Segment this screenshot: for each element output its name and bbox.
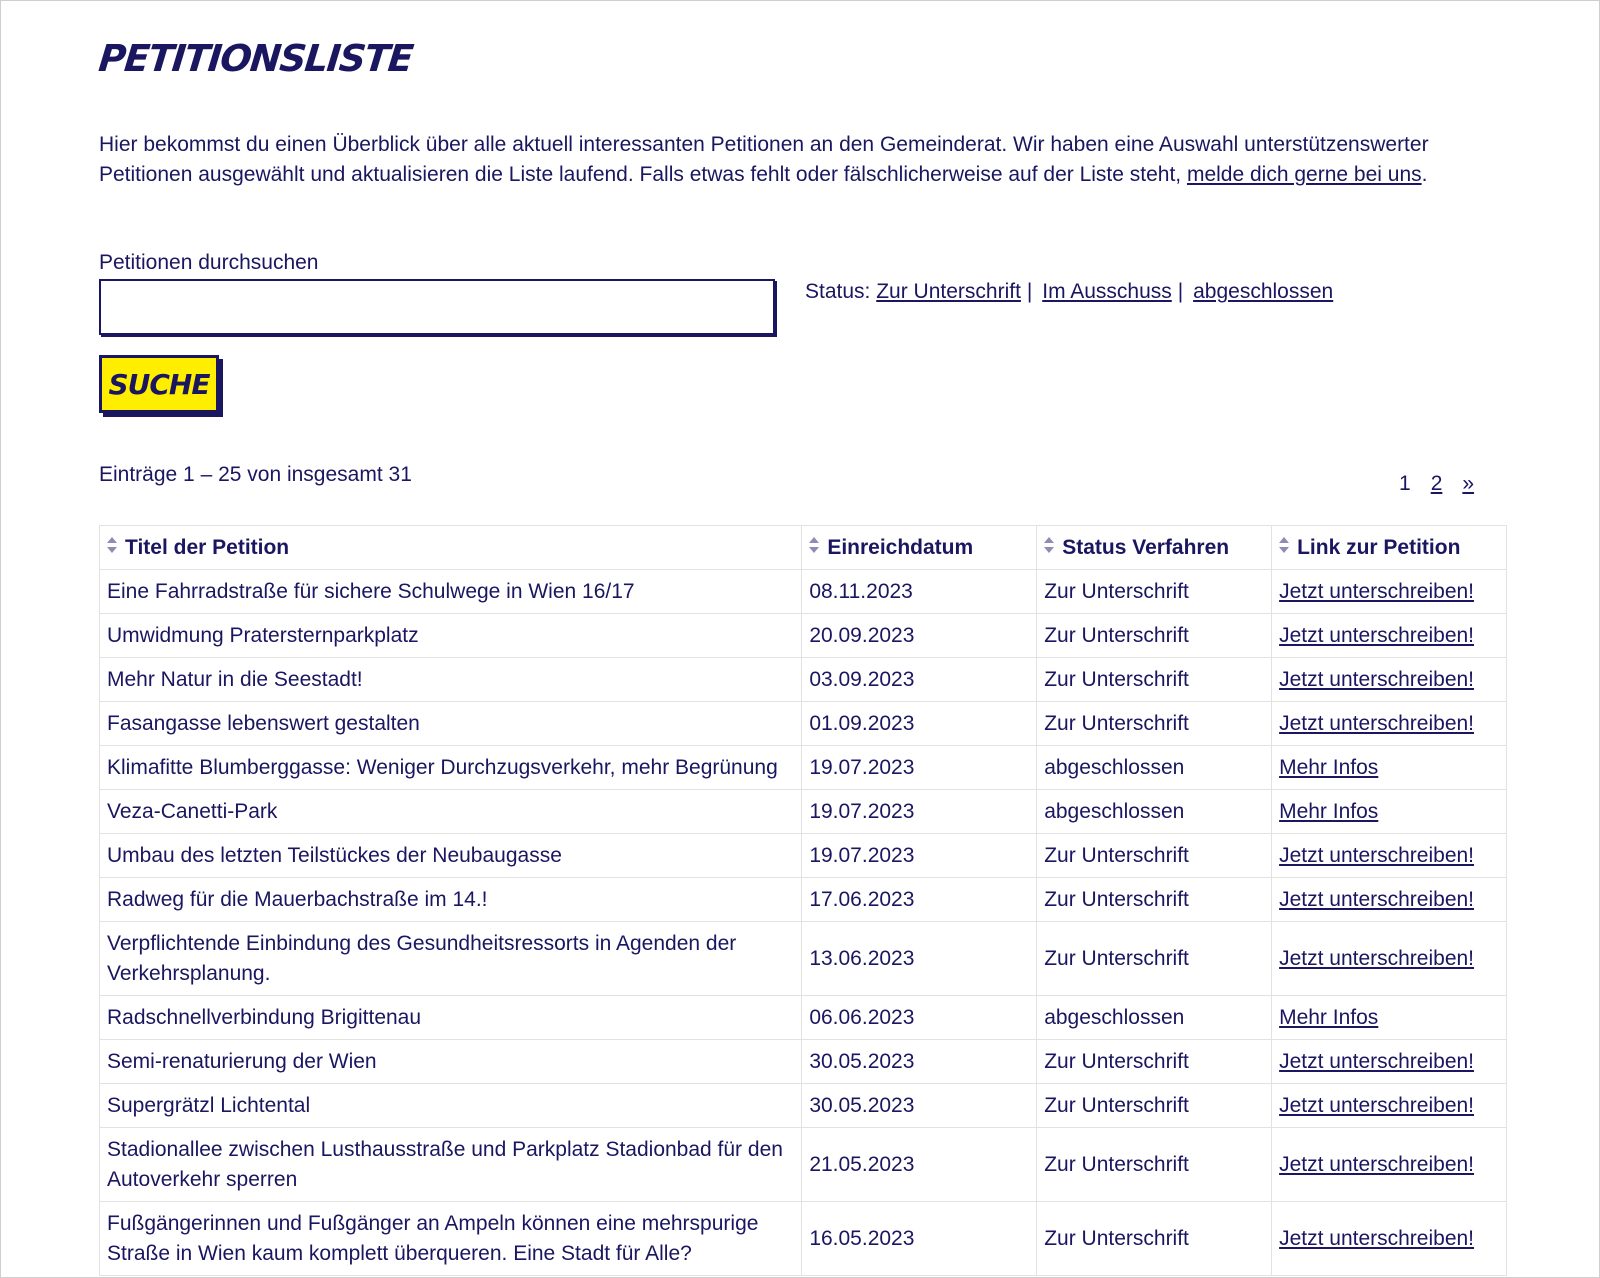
cell-link-cell	[1272, 878, 1507, 922]
petition-link[interactable]: Jetzt unterschreiben!	[1279, 1093, 1475, 1117]
cell-link-cell	[1272, 570, 1507, 614]
cell-link-cell	[1272, 1084, 1507, 1128]
table-row	[100, 1202, 1507, 1276]
cell-date: 19.07.2023	[802, 790, 1037, 834]
table-row	[100, 702, 1507, 746]
cell-status: Zur Unterschrift	[1037, 1084, 1272, 1128]
pagination-next[interactable]: »	[1462, 472, 1475, 495]
cell-link-cell	[1272, 1202, 1507, 1276]
column-header-label: Status Verfahren	[1062, 535, 1230, 559]
petition-link[interactable]: Jetzt unterschreiben!	[1279, 1226, 1475, 1250]
table-row	[100, 1040, 1507, 1084]
search-button[interactable]: SUCHE	[99, 355, 219, 413]
intro-end: .	[1421, 163, 1428, 186]
cell-date: 03.09.2023	[802, 658, 1037, 702]
cell-status: Zur Unterschrift	[1037, 1202, 1272, 1276]
cell-title: Klimafitte Blumberggasse: Weniger Durchzugsverkehr, mehr Begrünung	[100, 746, 802, 790]
cell-link-cell	[1272, 834, 1507, 878]
petition-link[interactable]: Jetzt unterschreiben!	[1279, 887, 1475, 911]
table-header-row	[100, 526, 1507, 570]
cell-date: 19.07.2023	[802, 834, 1037, 878]
cell-title: Umbau des letzten Teilstückes der Neubaugasse	[100, 834, 802, 878]
cell-status: Zur Unterschrift	[1037, 1128, 1272, 1202]
petitions-table	[99, 525, 1507, 1276]
column-header-link[interactable]	[1272, 526, 1507, 570]
cell-status: Zur Unterschrift	[1037, 570, 1272, 614]
status-filter	[805, 280, 1333, 304]
page-title: PETITIONSLISTE	[96, 37, 415, 80]
cell-status: Zur Unterschrift	[1037, 834, 1272, 878]
cell-link-cell	[1272, 1040, 1507, 1084]
cell-title: Veza-Canetti-Park	[100, 790, 802, 834]
petition-link[interactable]: Jetzt unterschreiben!	[1279, 667, 1475, 691]
cell-title: Supergrätzl Lichtental	[100, 1084, 802, 1128]
table-row	[100, 1128, 1507, 1202]
contact-link[interactable]: melde dich gerne bei uns	[1186, 163, 1422, 186]
search-label: Petitionen durchsuchen	[99, 251, 319, 274]
intro-text: Hier bekommst du einen Überblick über alle aktuell interessanten Petitionen an den Gemeinderat. Wir haben eine Auswahl unterstützenswerter Petitionen ausgewählt und aktualisieren die Liste laufend. Falls etwas fehlt oder fälschlicherweise auf der Liste steht,	[99, 133, 1429, 186]
petition-link[interactable]: Mehr Infos	[1279, 1005, 1379, 1029]
cell-date: 30.05.2023	[802, 1084, 1037, 1128]
table-row	[100, 790, 1507, 834]
cell-date: 08.11.2023	[802, 570, 1037, 614]
status-filter-abgeschlossen[interactable]: abgeschlossen	[1193, 280, 1334, 303]
cell-link-cell	[1272, 658, 1507, 702]
cell-status: Zur Unterschrift	[1037, 922, 1272, 996]
cell-date: 20.09.2023	[802, 614, 1037, 658]
cell-title: Umwidmung Pratersternparkplatz	[100, 614, 802, 658]
cell-status: Zur Unterschrift	[1037, 614, 1272, 658]
cell-date: 06.06.2023	[802, 996, 1037, 1040]
cell-date: 21.05.2023	[802, 1128, 1037, 1202]
petition-link[interactable]: Jetzt unterschreiben!	[1279, 711, 1475, 735]
petition-link[interactable]: Mehr Infos	[1279, 755, 1379, 779]
table-row	[100, 570, 1507, 614]
sort-arrows-icon[interactable]	[809, 537, 819, 553]
cell-title: Stadionallee zwischen Lusthausstraße und Parkplatz Stadionbad für den Autoverkehr sperren	[100, 1128, 802, 1202]
table-row	[100, 834, 1507, 878]
cell-title: Verpflichtende Einbindung des Gesundheitsressorts in Agenden der Verkehrsplanung.	[100, 922, 802, 996]
results-count: Einträge 1 – 25 von insgesamt 31	[99, 463, 412, 486]
status-filter-zur-unterschrift[interactable]: Zur Unterschrift	[876, 280, 1021, 303]
cell-title: Radschnellverbindung Brigittenau	[100, 996, 802, 1040]
status-filter-separator: |	[1177, 280, 1184, 303]
column-header-label: Titel der Petition	[125, 535, 290, 559]
table-row	[100, 878, 1507, 922]
pagination-page-2[interactable]: 2	[1430, 472, 1443, 495]
cell-link-cell	[1272, 614, 1507, 658]
cell-title: Eine Fahrradstraße für sichere Schulwege in Wien 16/17	[100, 570, 802, 614]
cell-link-cell	[1272, 996, 1507, 1040]
sort-arrows-icon[interactable]	[107, 537, 117, 553]
column-header-label: Link zur Petition	[1297, 535, 1461, 559]
cell-status: abgeschlossen	[1037, 746, 1272, 790]
cell-date: 13.06.2023	[802, 922, 1037, 996]
cell-date: 19.07.2023	[802, 746, 1037, 790]
petition-link[interactable]: Jetzt unterschreiben!	[1279, 579, 1475, 603]
status-filter-label: Status:	[805, 280, 871, 303]
table-row	[100, 922, 1507, 996]
table-row	[100, 1084, 1507, 1128]
column-header-label: Einreichdatum	[827, 535, 974, 559]
petition-link[interactable]: Jetzt unterschreiben!	[1279, 843, 1475, 867]
cell-date: 30.05.2023	[802, 1040, 1037, 1084]
cell-date: 01.09.2023	[802, 702, 1037, 746]
petition-link[interactable]: Jetzt unterschreiben!	[1279, 1152, 1475, 1176]
cell-title: Radweg für die Mauerbachstraße im 14.!	[100, 878, 802, 922]
petition-link[interactable]: Jetzt unterschreiben!	[1279, 946, 1475, 970]
cell-title: Fasangasse lebenswert gestalten	[100, 702, 802, 746]
cell-status: Zur Unterschrift	[1037, 702, 1272, 746]
pagination-page-1[interactable]: 1	[1399, 472, 1411, 495]
sort-arrows-icon[interactable]	[1279, 537, 1289, 553]
cell-status: Zur Unterschrift	[1037, 658, 1272, 702]
table-row	[100, 614, 1507, 658]
cell-date: 16.05.2023	[802, 1202, 1037, 1276]
status-filter-im-ausschuss[interactable]: Im Ausschuss	[1042, 280, 1172, 303]
cell-link-cell	[1272, 1128, 1507, 1202]
search-input[interactable]	[99, 279, 775, 335]
cell-link-cell	[1272, 702, 1507, 746]
intro-paragraph	[99, 130, 1499, 190]
status-filter-separator: |	[1026, 280, 1033, 303]
cell-link-cell	[1272, 746, 1507, 790]
pagination	[1399, 472, 1474, 496]
cell-title: Semi-renaturierung der Wien	[100, 1040, 802, 1084]
cell-status: Zur Unterschrift	[1037, 1040, 1272, 1084]
cell-status: abgeschlossen	[1037, 996, 1272, 1040]
cell-status: Zur Unterschrift	[1037, 878, 1272, 922]
cell-link-cell	[1272, 790, 1507, 834]
column-header-status[interactable]	[1037, 526, 1272, 570]
cell-title: Fußgängerinnen und Fußgänger an Ampeln können eine mehrspurige Straße in Wien kaum komplett überqueren. Eine Stadt für Alle?	[100, 1202, 802, 1276]
cell-title: Mehr Natur in die Seestadt!	[100, 658, 802, 702]
table-row	[100, 996, 1507, 1040]
table-row	[100, 658, 1507, 702]
column-header-title[interactable]	[100, 526, 802, 570]
sort-arrows-icon[interactable]	[1044, 537, 1054, 553]
cell-status: abgeschlossen	[1037, 790, 1272, 834]
cell-date: 17.06.2023	[802, 878, 1037, 922]
table-row	[100, 746, 1507, 790]
petition-link[interactable]: Jetzt unterschreiben!	[1279, 623, 1475, 647]
cell-link-cell	[1272, 922, 1507, 996]
petition-link[interactable]: Mehr Infos	[1279, 799, 1379, 823]
petition-link[interactable]: Jetzt unterschreiben!	[1279, 1049, 1475, 1073]
column-header-date[interactable]	[802, 526, 1037, 570]
